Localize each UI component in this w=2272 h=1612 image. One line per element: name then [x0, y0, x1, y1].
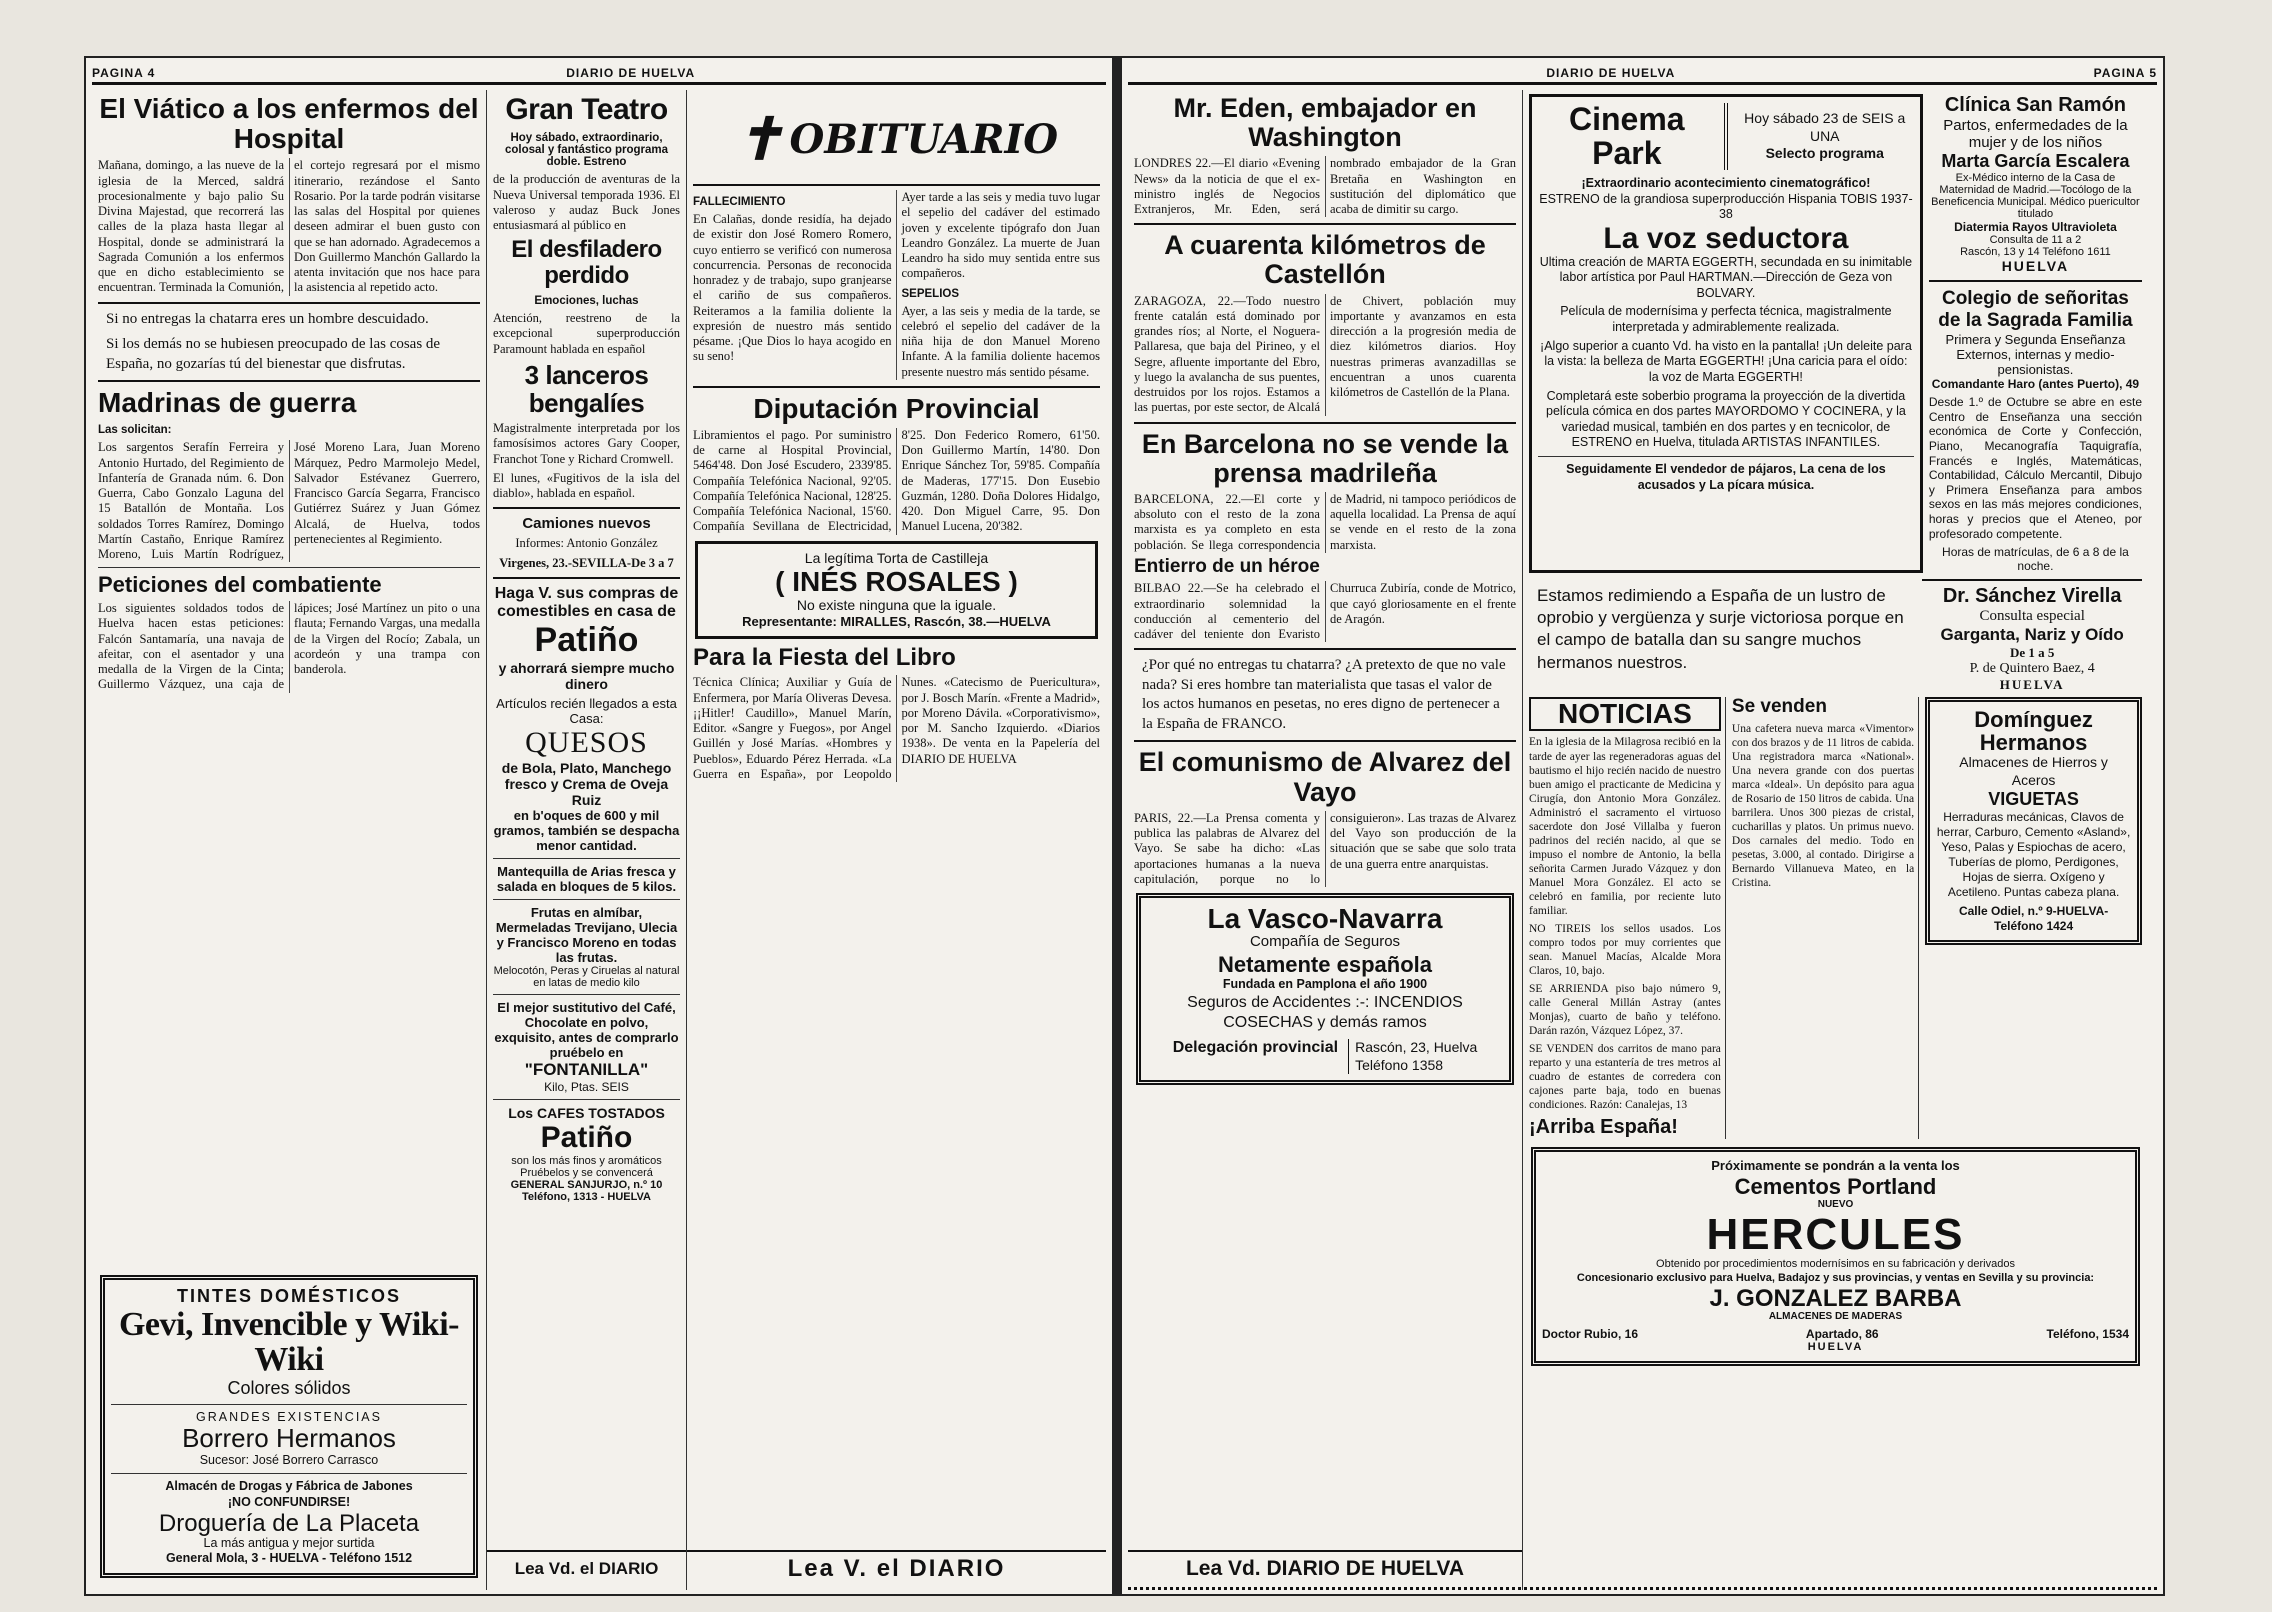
ad-slogan: y ahorrará siempre mucho dinero	[498, 659, 675, 692]
notice-line: Si no entregas la chatarra eres un hombre descuidado.	[106, 310, 429, 327]
notice-line: Si los demás no se hubiesen preocupado de las cosas de España, no gozarías tú del bienestar que disfrutas.	[106, 336, 441, 372]
ad-brand: ( INÉS ROSALES )	[775, 566, 1018, 598]
ad-line: No existe ninguna que la iguale.	[796, 596, 997, 613]
office-phone: Teléfono 1358	[1355, 1056, 1444, 1073]
article-body: PARIS, 22.—La Prensa comenta y publica las palabras de Alvarez del Vayo. Se sabe ha dicho: «Las aportaciones humanas a la nueva capitulación, porque no lo consiguieron». Las trazas de Alvarez del Vayo son producción de la situación que se sabe que solo trata de una guerra entre anarquistas.	[1134, 810, 1516, 886]
headline: El comunismo de Alvarez del Vayo	[1138, 747, 1512, 807]
right-column-1	[1128, 90, 1523, 1590]
product-desc: de Bola, Plato, Manchego fresco y Crema de Oveja Ruiz	[501, 759, 672, 808]
ad-closing: son los más finos y aromáticos Pruébelos y se convencerá	[511, 1154, 662, 1179]
article-body: BILBAO 22.—Se ha celebrado el extraordinario solemnidad la conducción al cementerio del cadáver del teniente don Evaristo Churruca Zubiría, conde de Motrico, que cayó gloriosamente en el frente de Aragón.	[1134, 581, 1516, 642]
left-column-3	[687, 90, 1106, 1590]
ad-sanchez	[1922, 579, 2142, 693]
ad-articles: Artículos recién llegados a esta Casa:	[496, 695, 677, 726]
footer-dotted-rule	[1128, 1587, 2157, 1590]
clinic-name: Clínica San Ramón	[1944, 94, 2126, 116]
company-name: La Vasco-Navarra	[1207, 903, 1443, 935]
school-line: Primera y Segunda Enseñanza Externos, internas y medio-pensionistas.	[1945, 332, 2126, 377]
school-name: Colegio de señoritas de la Sagrada Familia	[1938, 288, 2133, 331]
ad-title: Camiones nuevos	[522, 515, 651, 533]
headline: En Barcelona no se vende la prensa madrileña	[1141, 428, 1509, 488]
ad-subtitle: Colores sólidos	[227, 1378, 351, 1399]
left-column-1	[92, 90, 487, 1590]
cinema-body: Película de modernísima y perfecta técnica, magistralmente interpretada y admirablemente realizada.	[1560, 304, 1892, 335]
headline: El Viático a los enfermos del Hospital	[99, 93, 479, 155]
ad-clinica	[1929, 94, 2142, 274]
clinic-line: Ex-Médico interno de la Casa de Maternidad de Madrid.—Tocólogo de la Beneficencia Municipal. Médico puericultor titulado	[1931, 172, 2140, 220]
ad-small: NUEVO	[1817, 1199, 1854, 1211]
right-column-2	[1523, 90, 2148, 1590]
article-eden	[1134, 94, 1516, 217]
left-column-2	[487, 90, 687, 1590]
film-title: El desfiladero perdido	[511, 236, 662, 290]
ad-stock: GRANDES EXISTENCIAS	[196, 1409, 382, 1424]
cinema-name: Cinema Park	[1538, 103, 1728, 170]
ad-line: Concesionario exclusivo para Huelva, Badajoz y sus provincias, y ventas en Sevilla y su provincia:	[1576, 1271, 2095, 1284]
ad-tagline: La más antigua y mejor surtida	[203, 1535, 375, 1550]
page-header-right	[1128, 64, 2157, 85]
chatarra-notice	[98, 310, 480, 375]
obituary-body: Ayer, a las seis y media de la tarde, se celebró el sepelio del cadáver de la niña hija de don Manuel Moreno Infante. A la familia doliente hacemos presente nuestro más sentido pésame.	[901, 303, 1100, 379]
clinic-address: Rascón, 13 y 14 Teléfono 1611	[1960, 246, 2111, 258]
arriba-slogan: ¡Arriba España!	[1529, 1115, 1678, 1138]
ad-successor: Sucesor: José Borrero Carrasco	[199, 1452, 379, 1467]
cinema-body: ¡Algo superior a cuanto Vd. ha visto en la pantalla! ¡Un deleite para la vista: la belleza de Marta EGGERTH! ¡Una caricia para el oído: la voz de Marta EGGERTH!	[1540, 338, 1912, 384]
doctor-hours: De 1 a 5	[2009, 645, 2055, 661]
newspaper-page-left	[84, 56, 1114, 1596]
article-peticiones	[98, 573, 480, 692]
page-number: PAGINA 4	[92, 66, 156, 80]
ad-lead: Haga V. sus compras de comestibles en casa de	[494, 584, 679, 620]
classified-body: Una cafetera nueva marca «Vimentor» con dos brazos y de 11 litros de cabida. Una registradora marca «National». Una nevera grande con dos puertas marca «Ideal». Un depósito para agua de Rosario de 150 litros de cabida. Una barrilera. Unos 300 piezas de cristal, cucharillas y platos. Un primus nuevo. Dos carnales del medio. Todo en pesetas, 3.000, al contado. Dirigirse a Bernardo Villanueva Mateo, en la Cristina.	[1731, 722, 1915, 889]
classified-notice: NO TIREIS los sellos usados. Los compro todos por muy corrientes que sean. Manuel Macías, Alcalde Mora Claros, 10, bajo.	[1529, 922, 1721, 977]
section-headline: Se venden	[1731, 696, 1827, 718]
office-address: Rascón, 23, Huelva	[1355, 1039, 1478, 1056]
article-viatico	[98, 94, 480, 296]
ad-line: Cementos Portland	[1734, 1174, 1937, 1200]
cinema-program: Selecto programa	[1765, 145, 1884, 162]
section-head: FALLECIMIENTO	[693, 196, 786, 208]
clinic-line: Diatermia Rayos Ultravioleta	[1954, 220, 2117, 234]
news-body: En la iglesia de la Milagrosa recibió en la tarde de ayer las regeneradoras aguas del bautismo el hijo recién nacido de nuestro buen amigo el practicante de Medicina y Cirugía, don Antonio Mora González. Administró el sacramento el virtuoso sacerdote don José Villalba y fueron padrinos del recién nacido, al que se impuso el nombre de Antonio, la bella señorita Carmen Jurado Vázquez y don Manuel Mora González. El acto se celebró en familia, por reciente luto familiar.	[1529, 736, 1721, 917]
headline: Diputación Provincial	[753, 392, 1040, 424]
doctor-specialty: Garganta, Nariz y Oído	[1940, 625, 2124, 645]
ad-brands: Gevi, Invencible y Wiki-Wiki	[118, 1305, 459, 1379]
footer-slogan: Lea Vd. DIARIO DE HUELVA	[1128, 1550, 1522, 1586]
paper-name: DIARIO DE HUELVA	[1546, 66, 1676, 80]
page-number: PAGINA 5	[2093, 66, 2157, 80]
obituary-body: En Calañas, donde residía, ha dejado de existir don José Romero Romero, cuyo entierro se verificó con numerosa concurrencia. Personas de reconocida honradez y de trabajo, supo granjearse el cariño de sus compañeros. Reiteramos a la familia doliente la expresión de nuestro más sentido pésame. ¡Que Dios lo haya acogido en su seno!	[693, 212, 892, 364]
article-body: Los siguientes soldados todos de Huelva hacen estas peticiones: Falcón Santamaría, una navaja de afeitar, con el asentador y una medalla de la Virgen de la Cinta; Guillermo Vázquez, una caja de lápices; José Martínez un pito o una flauta; Fernando Vargas, una medalla de la Virgen del Rocío; Zabala, un acordeón y una trampa con banderola.	[98, 601, 480, 692]
ad-tintes	[100, 1275, 478, 1578]
footer-slogan: Lea V. el DIARIO	[687, 1550, 1106, 1586]
page-header-left	[92, 64, 1106, 85]
obituary-body: Ayer tarde a las seis y media tuvo lugar el sepelio del cadáver del estimado joven y excelente tipógrafo don Juan Leandro González. La muerte de Juan Leandro ha sido muy sentida entre sus compañeros.	[901, 190, 1100, 281]
article-castellon	[1134, 231, 1516, 415]
ad-info: Informes: Antonio González	[515, 536, 658, 551]
classified-notice: SE VENDEN dos carritos de mano para reparto y una estantería de tres metros al cuadro de estantes de corredera con cajones parte baja, todo en buenas condiciones. Razón: Canalejas, 13	[1529, 1042, 1721, 1111]
article-madrinas	[98, 388, 480, 562]
newspaper-page-right	[1120, 56, 2165, 1596]
section-headline: NOTICIAS	[1529, 697, 1721, 731]
ad-warning: ¡NO CONFUNDIRSE!	[227, 1494, 351, 1509]
ad-title: TINTES DOMÉSTICOS	[176, 1286, 401, 1307]
se-venden-section	[1732, 697, 1919, 1139]
headline: Peticiones del combatiente	[98, 572, 382, 598]
school-hours: Horas de matrículas, de 6 a 8 de la noche.	[1942, 545, 2129, 574]
clinic-doctor: Marta García Escalera	[1941, 151, 2130, 171]
film-tagline: Emociones, luchas	[534, 295, 639, 308]
cinema-date: Hoy sábado 23 de SEIS a UNA	[1744, 110, 1906, 144]
article-diputacion	[693, 394, 1100, 535]
cross-icon: ✝	[734, 105, 784, 173]
ad-hercules	[1531, 1147, 2140, 1366]
cafes-tostados: Los CAFES TOSTADOS	[508, 1104, 665, 1121]
ad-lead: Próximamente se pondrán a la venta los	[1711, 1157, 1960, 1173]
company-name: Domínguez Hermanos	[1974, 707, 2093, 756]
doctor-city: HUELVA	[1999, 677, 2065, 693]
article-barcelona	[1134, 430, 1516, 553]
obituary-logo	[693, 94, 1100, 186]
cinema-body: Completará este soberbio programa la proyección de la divertida película cómica en dos partes MAYORDOMO Y COCINERA, y la variedad musical, también en dos partes y en tecnicolor, de ESTRENO en Huelva, titulada ARTISTAS INFANTILES.	[1546, 388, 1906, 450]
cinema-next: Seguidamente El vendedor de pájaros, La cena de los acusados y La pícara música.	[1566, 462, 1886, 492]
headline: Entierro de un héroe	[1134, 555, 1320, 577]
product-melocoton: Melocotón, Peras y Ciruelas al natural en latas de medio kilo	[493, 964, 680, 989]
right-column-3-top	[1929, 94, 2142, 573]
ad-line: La legítima Torta de Castilleja	[804, 549, 989, 566]
clinic-line: Partos, enfermedades de la mujer y de los niños	[1943, 117, 2128, 151]
product-frutas: Frutas en almíbar, Mermeladas Trevijano, Ulecia y Francisco Moreno en todas las frutas.	[495, 904, 678, 965]
section-head: SEPELIOS	[901, 287, 960, 300]
theatre-body: El lunes, «Fugitivos de la isla del diablo», hablada en español.	[493, 470, 680, 501]
ad-address: Virgenes, 23.-SEVILLA-De 3 a 7	[499, 555, 674, 570]
company-founded: Fundada en Pamplona el año 1900	[1222, 977, 1428, 992]
article-body: LONDRES 22.—El diario «Evening News» da la noticia de que el ex-ministro inglés de Negocios Extranjeros, Mr. Eden, será nombrado embajador de la Gran Bretaña en Washington en sustitución del diplomático que acaba de dimitir su cargo.	[1134, 156, 1516, 217]
headline: Mr. Eden, embajador en Washington	[1173, 93, 1477, 153]
noticias-section	[1529, 697, 1726, 1139]
headline: Para la Fiesta del Libro	[693, 644, 956, 672]
theatre-name: Gran Teatro	[505, 93, 668, 126]
ad-gran-teatro	[493, 94, 680, 501]
cinema-event: ¡Extraordinario acontecimiento cinematográfico!	[1581, 176, 1871, 191]
ad-apartado: Apartado, 86	[1805, 1327, 1879, 1342]
cafe-line: El mejor sustitutivo del Café, Chocolate en polvo, exquisito, antes de comprarlo pruébelo en	[494, 999, 679, 1060]
company-product: VIGUETAS	[1988, 789, 2079, 810]
ad-brand: HERCULES	[1706, 1209, 1965, 1259]
article-body: Técnica Clínica; Auxiliar y Guía de Enfermera, por María Oliveras Devesa. ¡¡Hitler! Caudillo», Manuel Marín, Editor. «Sangre y Fuegos», por Angel Guillén y José Marías. «Hombres y Pueblos», Eduardo Pérez Herrada. «La Guerra en España», por Leopoldo Nunes. «Catecismo de Puericultura», por J. Bosch Marín. «Frente a Madrid», por Moreno Dávila. «Corporativismo», por M. Sancho Izquierdo. «Diarios 1938». De venta en la Papelería del DIARIO DE HUELVA	[693, 675, 1100, 781]
ad-torta	[695, 541, 1098, 640]
theatre-body: de la producción de aventuras de la Nueva Universal temporada 1936. El valeroso y audaz Buck Jones entusiasmará al público en	[493, 172, 680, 233]
company-services: COSECHAS y demás ramos	[1223, 1014, 1427, 1032]
ad-line: Obtenido por procedimientos modernísimos en su fabricación y derivados	[1656, 1258, 2015, 1271]
ad-cinema-park	[1529, 94, 1923, 573]
ad-dealer-sub: ALMACENES DE MADERAS	[1768, 1310, 1903, 1322]
obituary-title: OBITUARIO	[789, 115, 1059, 163]
cafe-brand: "FONTANILLA"	[524, 1059, 649, 1079]
office-label: Delegación provincial	[1172, 1039, 1339, 1057]
ad-colegio	[1929, 288, 2142, 573]
ad-camiones	[493, 515, 680, 571]
clinic-hours: Consulta de 11 a 2	[1989, 234, 2082, 246]
film-title: La voz seductora	[1603, 222, 1849, 256]
film-title: 3 lanceros bengalíes	[524, 359, 649, 419]
article-entierro	[1134, 557, 1516, 643]
theatre-body: Atención, reestreno de la excepcional superproducción Paramount hablada en español	[493, 311, 680, 356]
school-body: Desde 1.º de Octubre se abre en este Centro de Enseñanza una sección económica de Corte y Confección, Piano, Mecanografía Taquigrafía, Francés e Inglés, Matemáticas, Contabilidad, Cálculo Mercantil, Dibujo y Primera Enseñanza para ambos sexos en las más mejores condiciones, horas y precios que el Ateneo, por profesorado competente.	[1928, 395, 2142, 541]
classified-notice: SE ARRIENDA piso bajo número 9, calle General Millán Astray (antes Monjas), cuarto de baño y teléfono. Darán razón, Vázquez López, 37.	[1529, 982, 1721, 1037]
cinema-estreno: ESTRENO de la grandiosa superproducción Hispania TOBIS 1937-38	[1539, 191, 1913, 222]
obituary-section	[693, 190, 1100, 380]
ad-rep: Representante: MIRALLES, Rascón, 38.—HUELVA	[742, 614, 1051, 630]
ad-store-line: Almacén de Drogas y Fábrica de Jabones	[165, 1479, 413, 1494]
company-address: Calle Odiel, n.º 9-HUELVA-Teléfono 1424	[1958, 904, 2109, 934]
company-body: Herraduras mecánicas, Clavos de herrar, Carburo, Cemento «Asland», Yeso, Palas y Espiochas de acero, Tuberías de plomo, Perdigones, Hojas de sierra. Oxígeno y Acetileno. Puntas cabeza plana.	[1936, 810, 2131, 900]
headline: Madrinas de guerra	[98, 387, 357, 419]
company-services: Seguros de Accidentes :-: INCENDIOS	[1187, 994, 1463, 1012]
theatre-body: Magistralmente interpretada por los famosísimos actores Gary Cooper, Franchot Tone y Richard Cromwell.	[493, 421, 680, 466]
product-offer: en b'oques de 600 y mil gramos, también se despacha menor cantidad.	[493, 807, 680, 853]
ad-seller: Borrero Hermanos	[182, 1423, 396, 1454]
company-slogan: Netamente española	[1218, 952, 1432, 978]
article-body: BARCELONA, 22.—El corte y absoluto con el resto de la zona marxista es ya completo en esta población. Se llega correspondencia de Madrid, ni tampoco periódicos de aquella localidad. La Prensa de aquí se vende en el resto de la zona marxista.	[1134, 491, 1516, 552]
article-lead: Las solicitan:	[98, 424, 172, 437]
product-mantequilla: Mantequilla de Arias fresca y salada en bloques de 5 kilos.	[496, 863, 677, 894]
company-subtitle: Compañía de Seguros	[1249, 933, 1401, 951]
ad-patino	[493, 585, 680, 1203]
company-line: Almacenes de Hierros y Aceros	[1959, 754, 2108, 788]
article-body: Los sargentos Serafín Ferreira y Antonio Hurtado, del Regimiento de Infantería de Granada núm. 6. Don Guerra, Cabo Gonzalo Laguna del 15 Batallón de Montaña. Los soldados Torres Ramírez, Domingo Martín Castaño, Enrique Ramírez Moreno, Luis Martín Rodríguez, José Moreno Lara, Juan Moreno Márquez, Pedro Marmolejo Medel, Salvador Estévanez Guerrero, Francisco García Segarra, Francisco Gutiérrez Suárez y Juan Gómez Alcalá, de Huelva, todos pertenecientes al Regimiento.	[98, 440, 480, 562]
doctor-address: P. de Quintero Baez, 4	[1969, 661, 2095, 677]
redimiendo-notice: Estamos redimiendo a España de un lustro de oprobio y vergüenza y surje victoriosa porque en el campo de batalla dan su sangre muchos hermanos nuestros.	[1537, 586, 1904, 672]
clinic-city: HUELVA	[2001, 258, 2070, 274]
doctor-line: Consulta especial	[1979, 608, 2085, 625]
ad-dominguez	[1925, 697, 2142, 1139]
chatarra-notice: ¿Por qué no entregas tu chatarra? ¿A pretexto de que no vale nada? Si eres hombre tan materialista que tasas el valor de los actos humanos en pesetas, no eres digno de pertenecer a la España de FRANCO.	[1142, 657, 1506, 732]
paper-name: DIARIO DE HUELVA	[566, 66, 696, 80]
ad-address: Doctor Rubio, 16	[1542, 1327, 1639, 1342]
ad-address: General Mola, 3 - HUELVA - Teléfono 1512	[165, 1551, 413, 1566]
theatre-intro: Hoy sábado, extraordinario, colosal y fantástico programa doble. Estreno	[505, 132, 668, 169]
ad-city: HUELVA	[1807, 1341, 1864, 1354]
cafe-price: Kilo, Ptas. SEIS	[544, 1079, 629, 1094]
ad-dealer: J. GONZALEZ BARBA	[1709, 1284, 1962, 1312]
footer-slogan: Lea Vd. el DIARIO	[487, 1550, 686, 1586]
headline: A cuarenta kilómetros de Castellón	[1164, 230, 1486, 290]
store-name: Patiño	[534, 620, 639, 659]
product-name: QUESOS	[525, 725, 648, 759]
ad-store-name: Droguería de La Placeta	[158, 1509, 420, 1537]
article-body: Libramientos el pago. Por suministro de carne al Hospital Provincial, 5464'48. Don José Escudero, 2339'85. Compañía Telefónica Nacional, 92'05. Compañía Telefónica Nacional, 128'25. Compañía Telefónica Nacional, 15'60. Compañía Sevillana de Electricidad, 8'25. Don Federico Romero, 61'50. Don Guillermo Martín, 14'80. Don Enrique Sánchez Tor, 59'85. Compañía de Maderas, 177'15. Don Eusebio Guzmán, 1280. Doña Dolores Hidalgo, 420. Don Miguel Carre, 95. Don Manuel Lucena, 20'382.	[693, 427, 1100, 534]
article-body: ZARAGOZA, 22.—Todo nuestro frente catalán está dominado por grandes ríos; al Norte, el Noguera-Pallaresa, que baja del Pirineo, y el Segre, afluente importante del Ebro, y luego la avalancha de sus puentes, destruidos por los rojos. Estamos a las puertas, por este sector, de Alcalá de Chivert, población muy importante y avanzamos en esta dirección a la progresión media de diez kilómetros diarios. Hoy nuestras primeras avanzadillas se encuentran a unos cuarenta kilómetros de Castellón de la Plana.	[1134, 293, 1516, 415]
article-body: Mañana, domingo, a las nueve de la iglesia de la Merced, saldrá procesionalmente y bajo palio Su Divina Majestad, que recorrerá las calles de la plaza hasta llegar al Hospital, donde se administrará la Sagrada Comunión a los enfermos que en dicho establecimiento se encuentran. Terminada la Comunión, el cortejo regresará por el mismo itinerario, rezándose el Santo Rosario. Por la tarde podrán visitarse las salas del Hospital por quienes deseen admirar el buen gusto con que se han adornado. Agradecemos a Don Guillermo Manchón Gallardo la atenta invitación que nos hace para la asistencia al repetido acto.	[98, 158, 480, 295]
school-address: Comandante Haro (antes Puerto), 49	[1931, 377, 2140, 391]
store-name: Patiño	[540, 1120, 633, 1154]
ad-phone: Teléfono, 1534	[2046, 1327, 2129, 1342]
doctor-name: Dr. Sánchez Virella	[1942, 585, 2122, 608]
article-comunismo	[1134, 748, 1516, 887]
article-fiesta-libro	[693, 645, 1100, 782]
cinema-body: Ultima creación de MARTA EGGERTH, secundada en su inimitable labor artística por Paul HARTMAN.—Dirección de Geza von BOLVARY.	[1539, 254, 1913, 300]
ad-vasco-navarra	[1136, 893, 1514, 1085]
ad-address: GENERAL SANJURJO, n.º 10 Teléfono, 1313 - HUELVA	[510, 1178, 663, 1203]
